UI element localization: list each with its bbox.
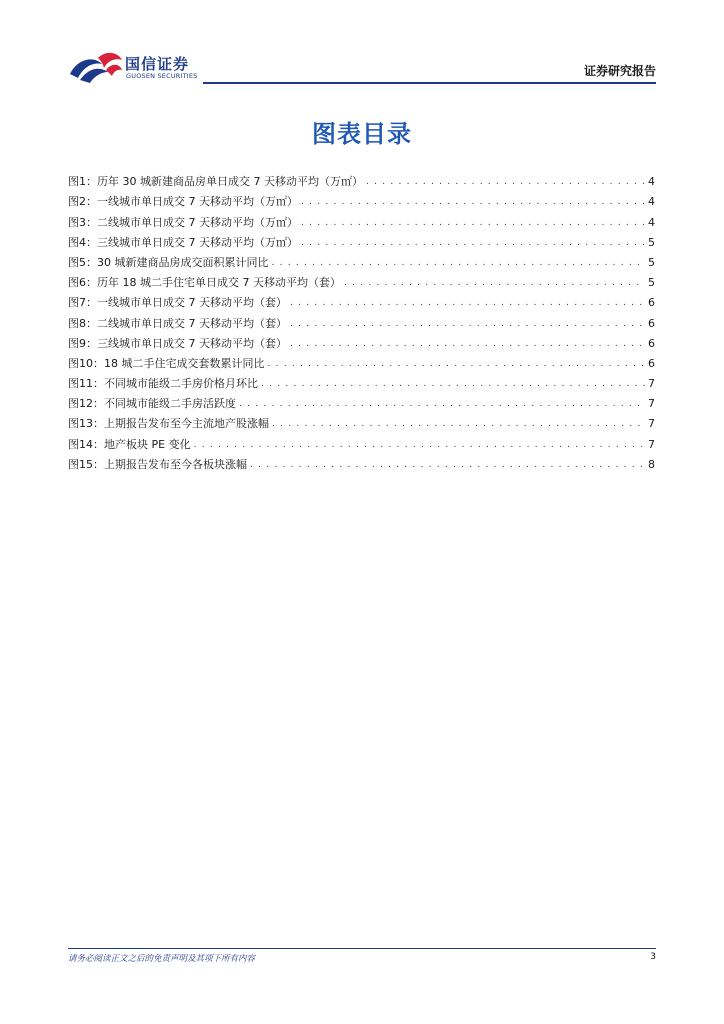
toc-page-number: 7	[648, 377, 655, 391]
toc-figure-title: 地产板块 PE 变化	[104, 437, 191, 451]
guosen-logo	[68, 50, 218, 90]
toc-figure-title: 不同城市能级二手房价格月环比	[104, 377, 258, 391]
toc-dot-leader	[301, 194, 645, 210]
toc-dot-leader	[344, 275, 645, 291]
toc-figure-title: 二线城市单日成交 7 天移动平均（套）	[97, 316, 287, 330]
guosen-logo-mark-icon	[68, 50, 124, 84]
toc-dot-leader	[366, 174, 645, 190]
toc-entry-fig11[interactable]	[68, 372, 655, 392]
toc-entry-fig10[interactable]	[68, 352, 655, 372]
toc-figure-title: 30 城新建商品房成交面积累计同比	[97, 255, 269, 269]
toc-entry-fig7[interactable]	[68, 291, 655, 311]
toc-page-number: 4	[648, 175, 655, 189]
toc-figure-title: 一线城市单日成交 7 天移动平均（万㎡）	[97, 195, 298, 209]
toc-entry-fig1[interactable]	[68, 170, 655, 190]
toc-entry-fig4[interactable]	[68, 231, 655, 251]
toc-dot-leader	[261, 376, 645, 392]
toc-entry-fig9[interactable]	[68, 332, 655, 352]
toc-page-number: 6	[648, 296, 655, 310]
toc-figure-label: 图1：	[68, 175, 97, 189]
footer-page-number: 3	[650, 952, 656, 962]
toc-page-number: 4	[648, 195, 655, 209]
toc-figure-title: 历年 18 城二手住宅单日成交 7 天移动平均（套）	[97, 276, 341, 290]
toc-page-number: 5	[648, 235, 655, 249]
toc-page-number: 6	[648, 356, 655, 370]
figure-table-of-contents	[68, 170, 655, 473]
toc-figure-label: 图15：	[68, 457, 104, 471]
page-title: 图表目录	[312, 120, 412, 148]
toc-figure-title: 上期报告发布至今主流地产股涨幅	[104, 417, 269, 431]
toc-page-number: 7	[648, 417, 655, 431]
toc-entry-fig2[interactable]	[68, 190, 655, 210]
toc-figure-title: 一线城市单日成交 7 天移动平均（套）	[97, 296, 287, 310]
toc-dot-leader	[194, 437, 645, 453]
toc-dot-leader	[239, 396, 645, 412]
toc-figure-label: 图6：	[68, 276, 97, 290]
toc-entry-fig13[interactable]	[68, 412, 655, 432]
toc-figure-label: 图12：	[68, 397, 104, 411]
toc-entry-fig5[interactable]	[68, 251, 655, 271]
toc-figure-label: 图11：	[68, 377, 104, 391]
toc-figure-label: 图13：	[68, 417, 104, 431]
footer-divider	[68, 948, 656, 949]
toc-figure-title: 不同城市能级二手房活跃度	[104, 397, 236, 411]
toc-figure-label: 图8：	[68, 316, 97, 330]
toc-entry-fig12[interactable]	[68, 392, 655, 412]
toc-figure-title: 三线城市单日成交 7 天移动平均（万㎡）	[97, 235, 298, 249]
toc-dot-leader	[250, 457, 645, 473]
toc-figure-title: 上期报告发布至今各板块涨幅	[104, 457, 247, 471]
toc-page-number: 5	[648, 276, 655, 290]
toc-page-number: 8	[648, 457, 655, 471]
toc-dot-leader	[290, 336, 645, 352]
toc-figure-label: 图9：	[68, 336, 97, 350]
logo-chinese-name: 国信证券	[125, 55, 190, 73]
toc-dot-leader	[272, 255, 646, 271]
toc-figure-label: 图7：	[68, 296, 97, 310]
toc-dot-leader	[301, 235, 645, 251]
toc-page-number: 5	[648, 255, 655, 269]
toc-figure-label: 图2：	[68, 195, 97, 209]
toc-dot-leader	[290, 316, 645, 332]
toc-dot-leader	[272, 416, 645, 432]
page-header	[0, 0, 724, 90]
toc-page-number: 7	[648, 437, 655, 451]
report-type-label: 证券研究报告	[583, 64, 656, 78]
logo-english-name: GUOSEN SECURITIES	[126, 72, 198, 80]
toc-figure-title: 历年 30 城新建商品房单日成交 7 天移动平均（万㎡）	[97, 175, 363, 189]
toc-page-number: 4	[648, 215, 655, 229]
toc-figure-label: 图4：	[68, 235, 97, 249]
toc-entry-fig6[interactable]	[68, 271, 655, 291]
toc-figure-title: 二线城市单日成交 7 天移动平均（万㎡）	[97, 215, 298, 229]
toc-dot-leader	[268, 356, 646, 372]
header-divider	[203, 82, 656, 84]
toc-entry-fig15[interactable]	[68, 453, 655, 473]
toc-page-number: 6	[648, 336, 655, 350]
toc-entry-fig8[interactable]	[68, 311, 655, 331]
toc-figure-title: 18 城二手住宅成交套数累计同比	[104, 356, 265, 370]
toc-entry-fig3[interactable]	[68, 210, 655, 230]
toc-figure-label: 图10：	[68, 356, 104, 370]
toc-figure-label: 图14：	[68, 437, 104, 451]
toc-figure-label: 图5：	[68, 255, 97, 269]
toc-page-number: 7	[648, 397, 655, 411]
toc-figure-label: 图3：	[68, 215, 97, 229]
toc-dot-leader	[290, 295, 645, 311]
toc-page-number: 6	[648, 316, 655, 330]
toc-dot-leader	[301, 215, 645, 231]
toc-figure-title: 三线城市单日成交 7 天移动平均（套）	[97, 336, 287, 350]
toc-entry-fig14[interactable]	[68, 432, 655, 452]
footer-disclaimer: 请务必阅读正文之后的免责声明及其项下所有内容	[68, 954, 256, 964]
